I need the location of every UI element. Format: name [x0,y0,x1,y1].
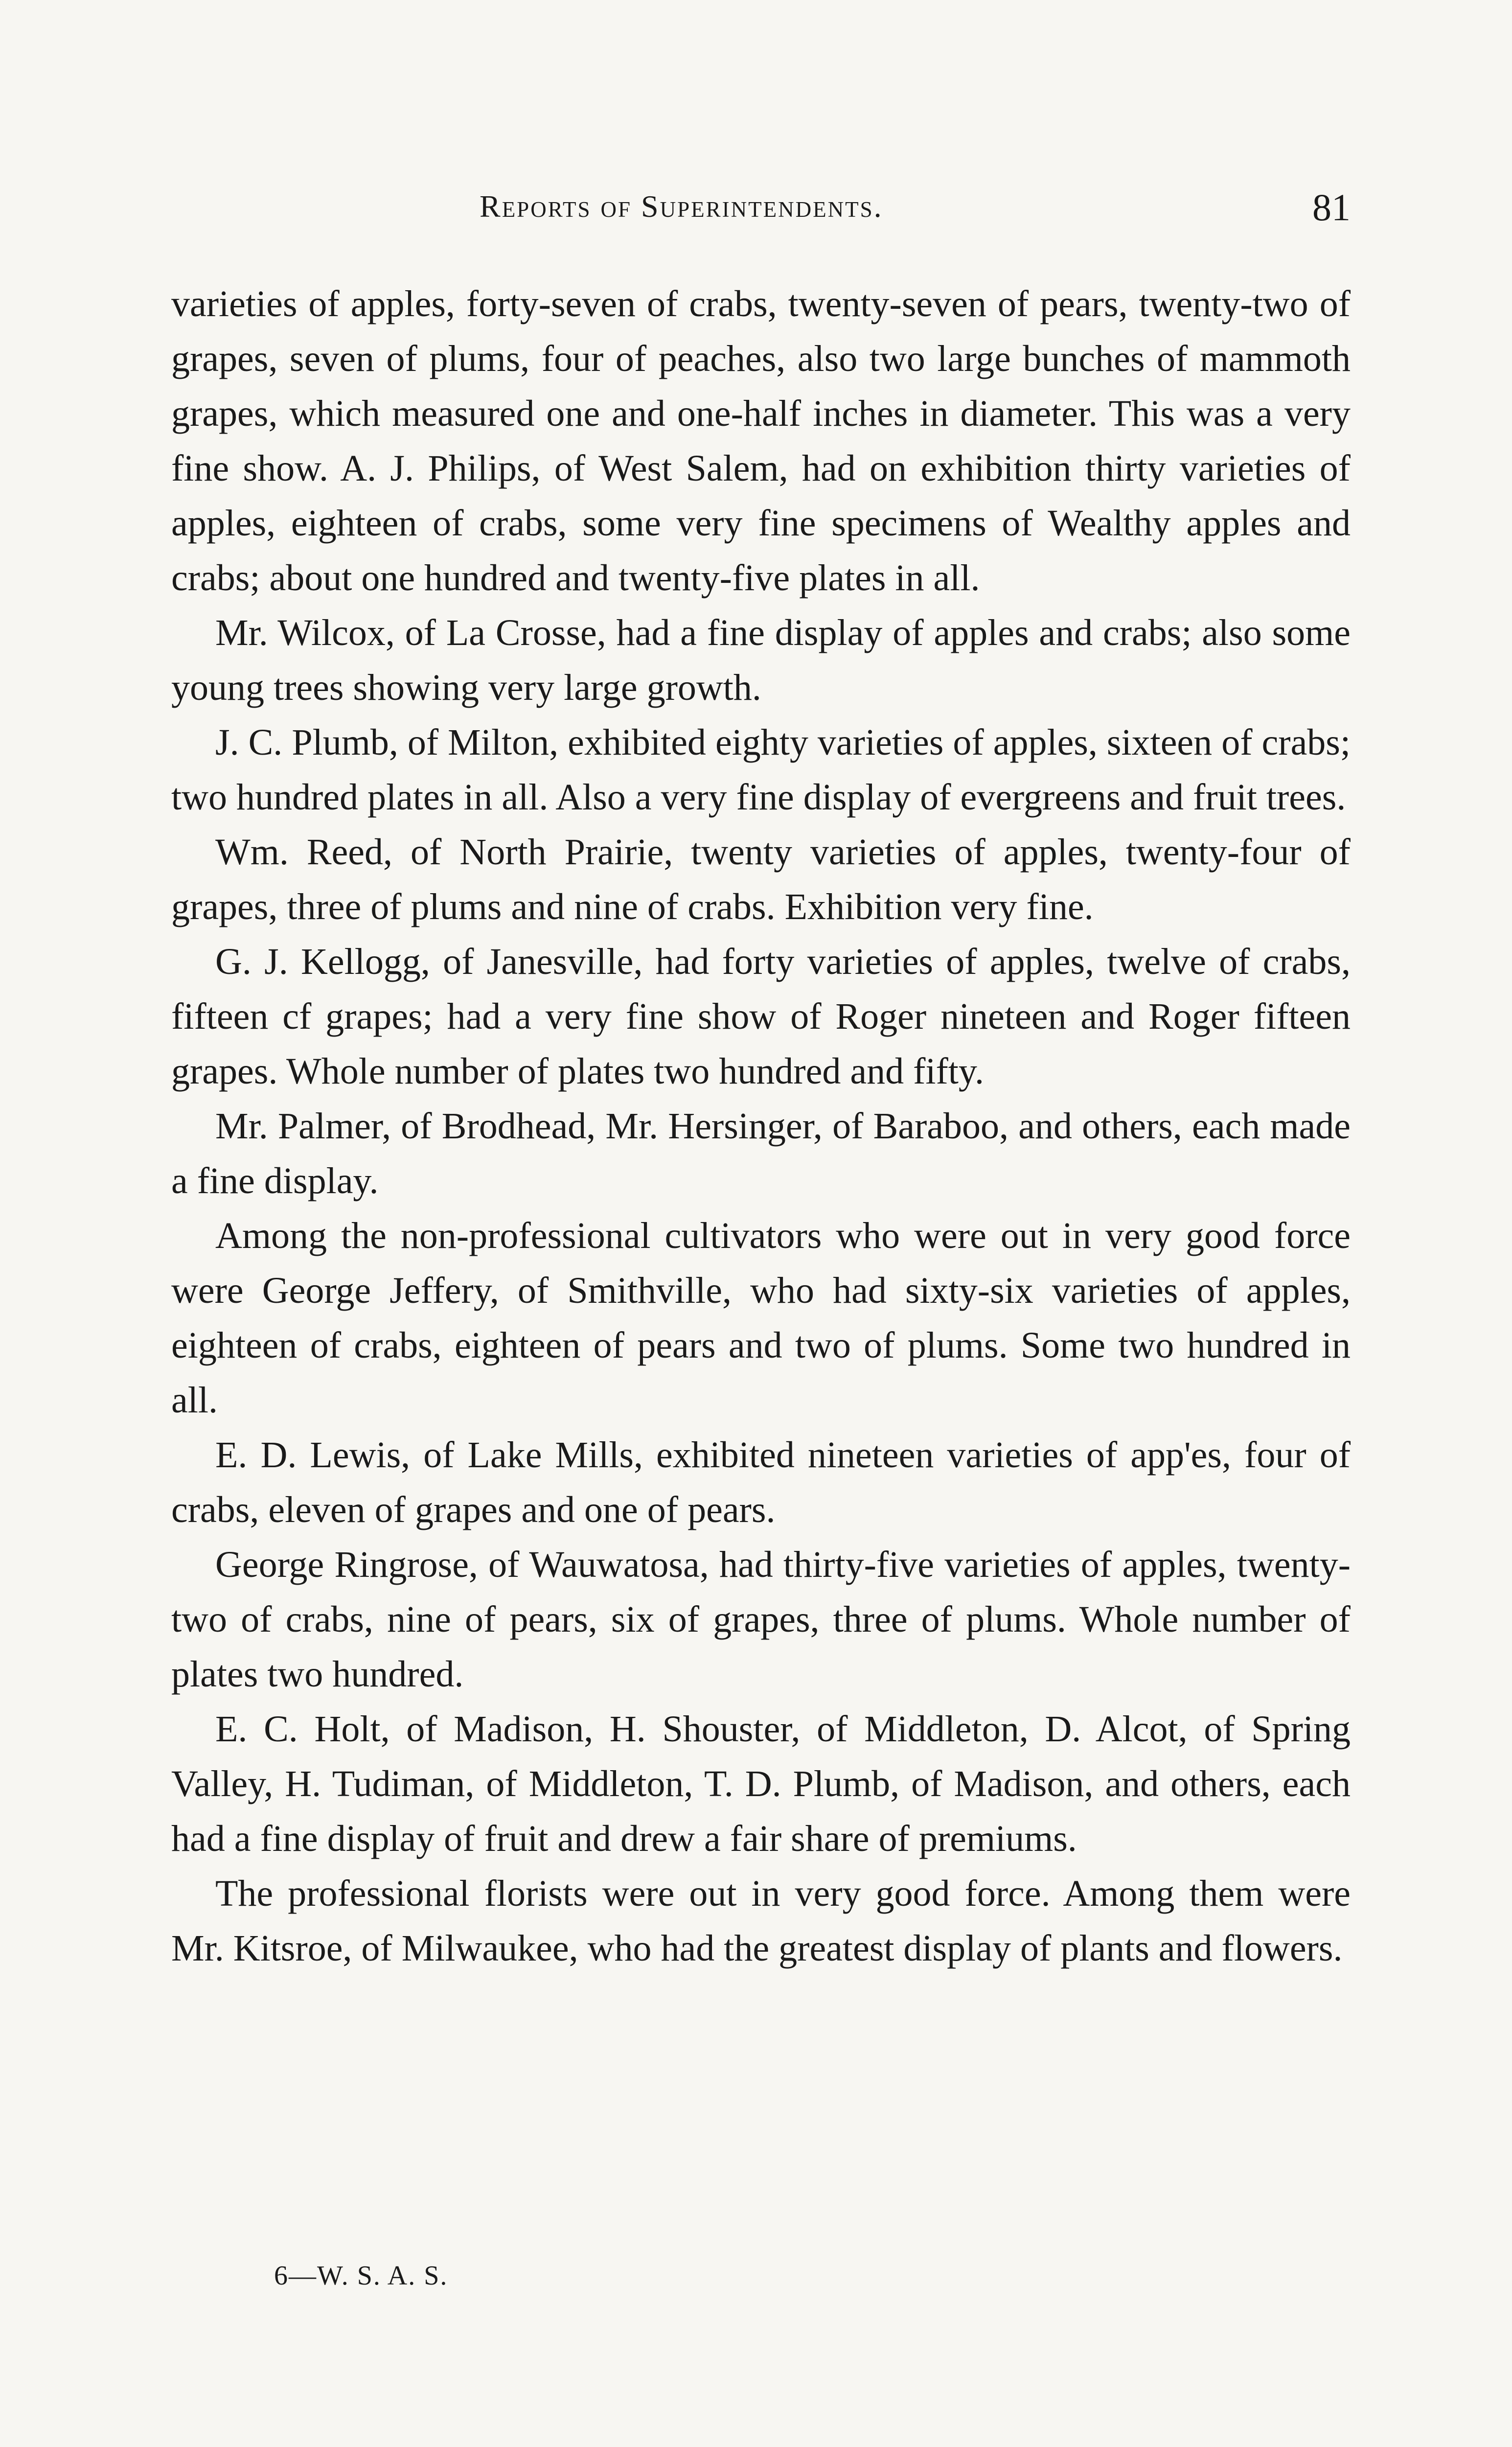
paragraph: The professional florists were out in very good force. Among them were Mr. Kitsroe, of Milwaukee, who had the greatest display of plants and flowers. [171,1873,1351,1969]
paragraph: Among the non-professional cultivators who were out in very good force were George Jeffery, of Smithville, who had sixty-six varieties of apples, eighteen of crabs, eighteen of pears and two of plums. Some two hundred in all. [171,1215,1351,1421]
paragraph: E. C. Holt, of Madison, H. Shouster, of Middleton, D. Alcot, of Spring Valley, H. Tudiman, of Middleton, T. D. Plumb, of Madison, and others, each had a fine display of fruit and drew a fair share of premiums. [171,1708,1351,1859]
running-head: Reports of Superintendents. [480,189,883,224]
page-number: 81 [1312,186,1351,229]
paragraph: George Ringrose, of Wauwatosa, had thirty-five varieties of apples, twenty-two of crabs, nine of pears, six of grapes, three of plums. Whole number of plates two hundred. [171,1544,1351,1695]
paragraph: E. D. Lewis, of Lake Mills, exhibited nineteen varieties of app'es, four of crabs, eleven of grapes and one of pears. [171,1434,1351,1530]
paragraph: Wm. Reed, of North Prairie, twenty varieties of apples, twenty-four of grapes, three of plums and nine of crabs. Exhibition very fine. [171,831,1351,927]
paragraph: J. C. Plumb, of Milton, exhibited eighty varieties of apples, sixteen of crabs; two hundred plates in all. Also a very fine display of evergreens and fruit trees. [171,722,1351,818]
body-text [171,277,1351,1976]
paragraph: Mr. Wilcox, of La Crosse, had a fine display of apples and crabs; also some young trees showing very large growth. [171,612,1351,708]
page-header [171,188,1351,228]
paragraph: G. J. Kellogg, of Janesville, had forty varieties of apples, twelve of crabs, fifteen cf grapes; had a very fine show of Roger nineteen and Roger fifteen grapes. Whole number of plates two hundred and fifty. [171,941,1351,1092]
signature-mark: 6—W. S. A. S. [274,2261,448,2291]
paragraph: varieties of apples, forty-seven of crabs, twenty-seven of pears, twenty-two of grapes, seven of plums, four of peaches, also two large bunches of mammoth grapes, which measured one and one-half inches in diameter. This was a very fine show. A. J. Philips, of West Salem, had on exhibition thirty varieties of apples, eighteen of crabs, some very fine specimens of Wealthy apples and crabs; about one hundred and twenty-five plates in all. [171,283,1351,599]
paragraph: Mr. Palmer, of Brodhead, Mr. Hersinger, of Baraboo, and others, each made a fine display. [171,1106,1351,1201]
